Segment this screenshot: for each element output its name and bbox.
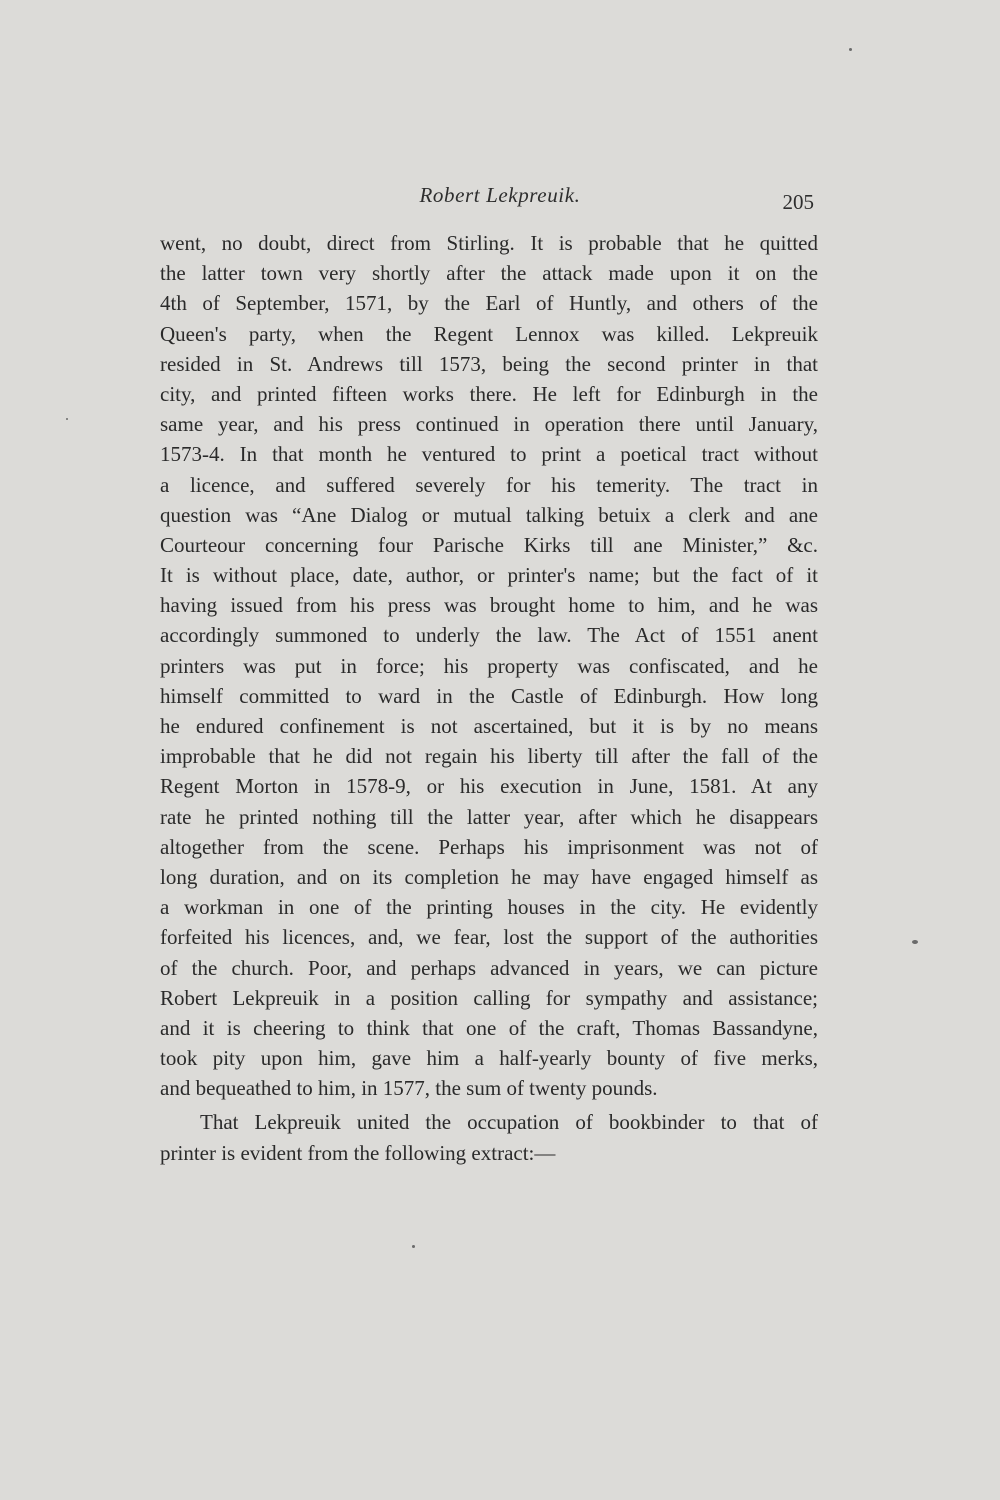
paper-speck xyxy=(912,940,918,944)
text-line: printer is evident from the following extract:— xyxy=(160,1140,556,1165)
text-line: improbable that he did not regain his liberty till after the fall of the xyxy=(160,744,818,769)
text-line: Robert Lekpreuik in a position calling for sympathy and assistance; xyxy=(160,985,818,1010)
text-line: took pity upon him, gave him a half-yearly bounty of five merks, xyxy=(160,1046,818,1071)
text-line: printers was put in force; his property was confiscated, and he xyxy=(160,653,818,678)
text-line: same year, and his press continued in operation there until January, xyxy=(160,412,818,437)
text-line: himself committed to ward in the Castle of Edinburgh. How long xyxy=(160,683,818,708)
paragraph-2 xyxy=(160,1107,818,1167)
text-line: and it is cheering to think that one of the craft, Thomas Bassandyne, xyxy=(160,1015,818,1040)
text-line: Queen's party, when the Regent Lennox was killed. Lekpreuik xyxy=(160,321,818,346)
paragraph-1 xyxy=(160,228,818,1103)
text-line: resided in St. Andrews till 1573, being the second printer in that xyxy=(160,351,818,376)
text-line: of the church. Poor, and perhaps advanced in years, we can picture xyxy=(160,955,818,980)
text-line: he endured confinement is not ascertained, but it is by no means xyxy=(160,714,818,738)
text-line: 1573-4. In that month he ventured to print a poetical tract without xyxy=(160,442,818,467)
text-line: question was “Ane Dialog or mutual talking betuix a clerk and ane xyxy=(160,502,818,527)
text-line: city, and printed fifteen works there. He left for Edinburgh in the xyxy=(160,381,818,406)
text-line: the latter town very shortly after the attack made upon it on the xyxy=(160,261,818,286)
page-number: 205 xyxy=(782,190,814,214)
text-line: and bequeathed to him, in 1577, the sum of twenty pounds. xyxy=(160,1076,658,1101)
paper-speck xyxy=(66,418,68,420)
text-line: That Lekpreuik united the occupation of bookbinder to that of xyxy=(200,1110,818,1135)
text-line: Courteour concerning four Parische Kirks till ane Minister,” &c. xyxy=(160,532,818,557)
text-line: a workman in one of the printing houses in the city. He evidently xyxy=(160,895,818,920)
text-line: It is without place, date, author, or printer's name; but the fact of it xyxy=(160,563,818,588)
text-line: rate he printed nothing till the latter year, after which he disappears xyxy=(160,804,818,829)
text-line: Regent Morton in 1578-9, or his execution in June, 1581. At any xyxy=(160,774,818,799)
running-title: Robert Lekpreuik. xyxy=(419,183,581,207)
paper-speck xyxy=(849,48,852,51)
text-line: accordingly summoned to underly the law. The Act of 1551 anent xyxy=(160,623,818,648)
paper-speck xyxy=(412,1245,415,1248)
text-line: forfeited his licences, and, we fear, lost the support of the authorities xyxy=(160,925,818,950)
text-line: went, no doubt, direct from Stirling. It is probable that he quitted xyxy=(160,231,818,255)
text-line: a licence, and suffered severely for his temerity. The tract in xyxy=(160,472,818,497)
text-line: long duration, and on its completion he may have engaged himself as xyxy=(160,864,818,889)
body-text xyxy=(160,228,818,1168)
text-line: altogether from the scene. Perhaps his imprisonment was not of xyxy=(160,834,818,859)
text-line: having issued from his press was brought home to him, and he was xyxy=(160,593,818,618)
text-line: 4th of September, 1571, by the Earl of Huntly, and others of the xyxy=(160,291,818,316)
